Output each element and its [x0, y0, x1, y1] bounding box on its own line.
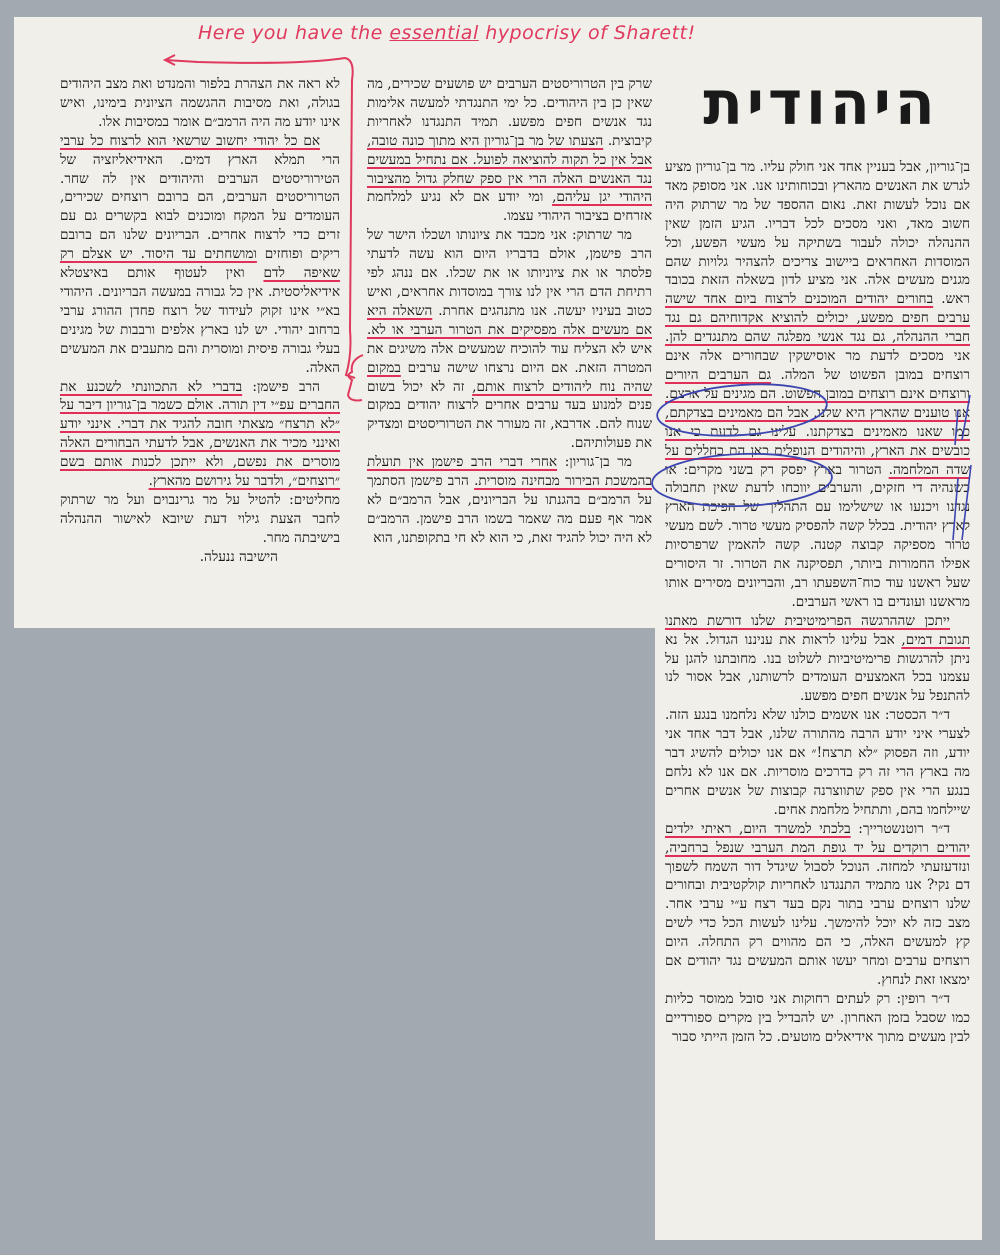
- underlined-passage: אחרי דברי הרב פישמן אין תועלת בהמשכת הבירור מבחינה מוסרית.: [367, 454, 652, 490]
- underlined-passage: בדברי לא התכוונתי לשכנע את החברים עפ״י דין תורה. אולם כשמר בן־גוריון דיבר על ״לא תרצח״ מצאתי חובה להגיד את דברי. אינני יודע ואינני מכיר את האנשים, אבל לדעתי הבחורים האלה מוסרים את נפשם, ולא ייתכן לכנות אותם בשם ״רוצחים״, ולדבר על גירושם מהארץ.: [60, 378, 340, 490]
- speaker-name: מר בן־גוריון:: [564, 454, 632, 471]
- resolution-label: מחליטים:: [289, 491, 340, 508]
- closing-line: הישיבה ננעלה.: [199, 548, 278, 565]
- speaker-name: ד״ר רוטנשטרייך:: [858, 820, 950, 837]
- underlined-passage: גם הערבים היורים ורוצחים אינם רוצחים במובן הפשוט. הם מגינים על ארצם. אנו טוענים שהארץ היא שלנו, אבל הם מאמינים בצדקתם, כמו שאנו מאמינים בצדקתנו. עלינו גם לדעת כי אנו כובשים את הארץ, והיהודים הנופלים כאן הם כחללים על שדה המלחמה.: [665, 366, 970, 478]
- article-column-left: [60, 75, 340, 567]
- handwritten-annotation: [198, 22, 696, 44]
- resolution-text: להטיל על מר גרינבוים ועל מר שרתוק לחבר הצעת גילוי דעת שיובא לאישור ההנהלה בישיבתה מחר.: [60, 491, 340, 546]
- underlined-passage: ומושחתים עד היסוד. יש אצלם רק שאיפה לדם: [60, 246, 340, 282]
- paragraph-text: הרי תמלא הארץ דמים. האידיאליזציה של הטירוריסטים הערבים והיהודים אין לה שחר. הטרוריסטים הערבים, הם ברובם רוצחים שכירים, העומדים על המקח ומוכנים לבוא בקשרים גם עם זרים כדי לרצוח אחרים. הבריונים שלנו הם ברובם ריקים ופוחזים: [60, 151, 340, 263]
- paragraph-text: הרב פישמן הסתמך על הרמב״ם בהגנתו על הבריונים, אבל הרמב״ם לא אמר אף פעם מה שאמר בשמו הרב פישמן. הרמב״ם לא היה יכול להגיד זאת, כי הוא לא חי בתקופתנו, הוא: [367, 473, 652, 546]
- speaker-name: הרב פישמן:: [252, 378, 320, 395]
- article-column-middle: [367, 75, 652, 548]
- paragraph-ruppin: ד״ר רופין: רק לעתים רחוקות אני סובל ממוסר כליות כמו שסבל בזמן האחרון. יש להבדיל בין מקרים ספורדיים לבין מעשים מתוך אידיאלים מוטעים. כל הזמן הייתי סבור: [665, 990, 970, 1045]
- underlined-passage: השאלה היא אם מעשים אלה מפסיקים את הטרור הערבי או לא.: [367, 302, 652, 338]
- paragraph-hexter: ד״ר הכסטר: אנו אשמים כולנו שלא נלחמנו בנגע הזה. לצערי איני יודע הרבה מהתורה שלנו, אבל דבר אחד אני יודע, וזה הפסוק ״לא תרצח!״ אם אנו יכולים להשיג דבר מה בארץ הרי זה רק בדרכים מוסריות. אם אנו לא נלחם בנגע הרי אין ספק שתווצרנה קבוצות של אנשים אחרים שיילחמו בהם, ותתחיל מלחמת אחים.: [665, 707, 970, 818]
- paragraph-text: בן־גוריון, אבל בעניין אחד אני חולק עליו. מר בן־גוריון מציע לגרש את האנשים מהארץ ובכוחותינו אנו. אני מסופק מאד אם נוכל לעשות זאת. נאום ההספד של מר שרתוק היה חשוב מאד, ואני מסכים לכל דבריו. הגיע הזמן שאין ההנהלה יכולה לעבור בשתיקה על מעשי הפשע, וכל המוסדות האחראים ביישוב צריכים להצהיר גלויות שהם מגנים מעשים אלה. אני מציע לדון בשאלה הזאת בכובד ראש.: [665, 159, 970, 308]
- paragraph-text: לא ראה את הצהרת בלפור והמנדט ואת מצב היהודים בגולה, ואת מסיבות ההגשמה הציונית בימינו, ואיש אינו יודע מה היה הרמב״ם אומר במסיבות אלו.: [60, 76, 340, 130]
- paragraph-text: ומי יודע אם לא נגיע למלחמת אזרחים בציבור היהודי עצמו.: [367, 189, 652, 225]
- article-column-right: [665, 158, 970, 1047]
- paragraph-text: הטרור בארץ יפסק רק בשני מקרים: או כשנהיה די חזקים, והערבים יווכחו לדעת שאין תחבולה נגדנו ויכנעו או שישלימו עם התהליך של הפיכת הארץ לארץ יהודית. בכלל קשה להפסיק מעשי טרור. לשם מעשי טרור מספיקה קבוצה קטנה. קשה להאמין שרפרסיות אפילו החמורות ביותר, תפסיקנה את הטרור. זר היסורים שעל ראשנו עוד כוח־השפעתו רב, והבריונים מסירים אותו מראשנו ועונדים בו ראשי הערבים.: [665, 461, 970, 610]
- paragraph-text: איש לא הצליח עוד להוכיח שמעשים אלה משיגים את המטרה הזאת. אם היום נרצחו שישה ערבים: [367, 340, 653, 376]
- underlined-passage: בלכתי למשרד היום, ראיתי ילדים יהודים רוקדים על יד גופת המת הערבי שנפל ברחביה,: [665, 820, 970, 856]
- paragraph-text: אבל עלינו לראות את עניננו הגדול. אל נא ניתן להרגשות פרימיטיביות לשלוט בנו. מחובתנו להגן על עצמנו בכל האמצעים העומדים לרשותנו, אבל אסור לנו להתנפל על אנשים חפים מפשע.: [665, 631, 970, 705]
- underlined-passage: אם כל יהודי יחשוב שרשאי הוא לרצוח כל ערבי: [60, 132, 320, 149]
- annotation-text: Here you have the: [198, 22, 390, 44]
- paragraph-text: זה לא יכול בשום פנים למנוע בעד ערבים אחרים לרצוח יהודים במקום שנוח להם. אדרבא, זה מעורר את הטרוריסטים ומצדיק את פעולותיהם.: [367, 378, 652, 452]
- paragraph-text: שרק בין הטרוריסטים הערבים יש פושעים שכירים, מה שאין כן בין היהודים. כל ימי התנגדתי למעשה אלימות נגד אנשים חפים מפשע. תמיד התנגדנו לאחריות קיבוצית.: [367, 76, 652, 149]
- underlined-passage: בחורים יהודים המוכנים לרצוח ביום אחד שישה ערבים חפים מפשע, יכולים להוציא אקדוחיהם גם נגד חברי ההנהלה, גם נגד אנשי מפלגה שהם מתנגדים להן.: [665, 291, 970, 346]
- paragraph-text: מר שרתוק: אני מכבד את ציונותו ושכלו הישר של הרב פישמן, אולם בדבריו היום הוא עשה לדעתי פלסתר או את ציוניותו או את שכלו. אם ננהג לפי רתיחת הדם הרי אין לנו צורך במוסדות אחראים, ואיש כטוב בעיניו יעשה. אנו מתנהגים אחרת.: [367, 227, 652, 319]
- underlined-passage: במקום שהיה נוח ליהודים לרצוח אותם,: [367, 359, 652, 395]
- headline: היהודית: [703, 67, 939, 139]
- annotation-underlined-word: essential: [389, 22, 479, 44]
- paragraph-text: אני מסכים לדעת מר אוסישקין שבחורים אלה אינם רוצחים במובן הפשוט של המלה.: [665, 348, 970, 383]
- annotation-text-end: hypocrisy of Sharett!: [478, 22, 696, 44]
- underlined-passage: ייתכן שההרגשה הפרימיטיבית שלנו דורשת מאתנו תגובת דמים,: [665, 612, 970, 648]
- underlined-passage: הצעתו של מר בן־גוריון היא מתוך כונה טובה, אבל אין כל תקוה להוציאה לפועל. אם נתחיל במעשים נגד האנשים האלה הרי אין ספק שחלק גדול מהציבור היהודי יגן עליהם,: [367, 132, 652, 206]
- paragraph-text: ונזדעזעתי למחזה. הנוכל לסבול שיגדל דור השמח לשפוך דם נקי? אנו מתמיד התנגדנו לאחריות קולקטיבית ובחורים שלנו רוצחים ערבי בתור נקם בעד רצח ע״י ערבי אחר. מצב כזה לא יוכל להימשך. עלינו לעשות הכל כדי לשים קץ למעשים האלה, כי הם מהווים רק התחלה. היום רוצחים ערבים ומחר יעשו אותם המעשים נגד יהודים אם ימצאו זאת לנחוץ.: [665, 858, 970, 988]
- paragraph-text: ואין לעטוף אותם באיצטלא אידיאליסטית. אין כל גבורה במעשה הבריונים. היהודי בא״י אינו זקוק לעידוד של רוצח פחדן ההורג ערבי ברחוב יהודי. יש לנו בארץ אלפים ורבבות של מגינים בעלי גבורה פיסית ומוסרית והם מתעבים את המעשים האלה.: [60, 265, 340, 376]
